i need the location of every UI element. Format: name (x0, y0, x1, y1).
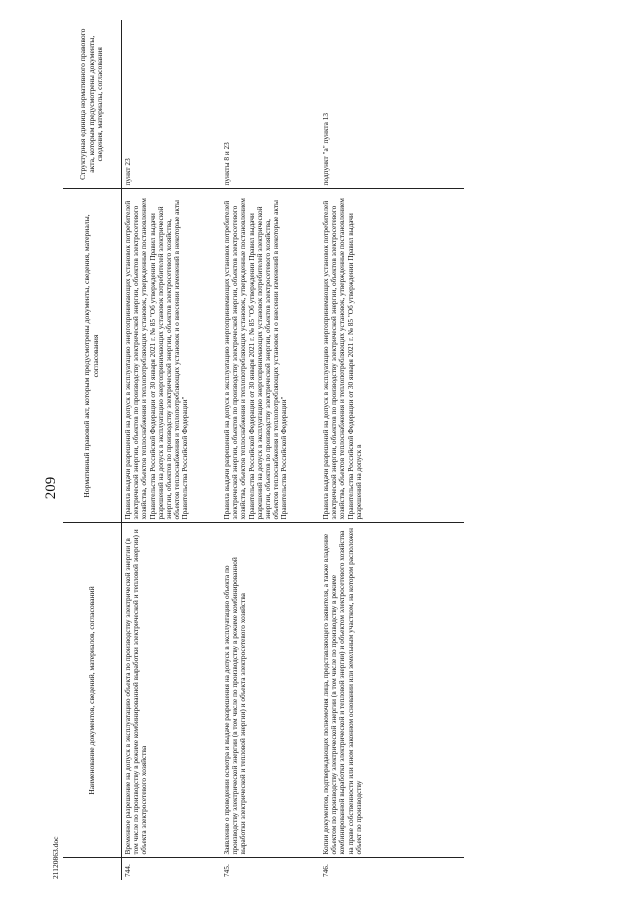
header-num (63, 858, 122, 880)
legal-act-cell: Правила выдачи разрешений на допуск в эксплуатацию энергопринимающих установок потребителей электрической энергии, объектов по производству электрической энергии, объектов электросетевого хозяйства, объектов теплоснабжения и теплопотребляющих установок, утвержденные постановлением Правительства Российской Федерации от 30 января 2021 г. № 85 "Об утверждении Правил выдачи разрешений на допуск в эксплуатацию энергопринимающих установок потребителей электрической энергии, объектов по производству электрической энергии, объектов электросетевого хозяйства, объектов теплоснабжения и теплопотребляющих установок и о внесении изменений в некоторые акты Правительства Российской Федерации" (122, 189, 222, 523)
structural-unit-cell: пункт 23 (122, 20, 222, 189)
documents-table (63, 20, 464, 880)
header-document-name: Наименование документов, сведений, материалов, согласований (63, 523, 122, 858)
table-row (221, 20, 320, 880)
row-number: 744. (123, 864, 132, 877)
structural-unit-cell: подпункт "а" пункта 13 (320, 20, 464, 189)
header-legal-act: Нормативный правовой акт, которым предусмотрены документы, сведения, материалы, согласования (63, 189, 122, 523)
document-name-cell: Копии документов, подтверждающих полномочия лица, представляющего заявителя, а также владение объектом по производству электрической энергии (в том числе по производству в режиме комбинированной выработки электрической и тепловой энергии) и объектом электросетевого хозяйства на праве собственности или ином законном основании или земельным участком, на котором расположен объект по производству (320, 523, 464, 858)
header-structural-unit: Структурная единица нормативного правового акта, которым предусмотрены документы, сведения, материалы, согласования (63, 20, 122, 189)
document-name-cell: Заявление о проведении осмотра и выдаче разрешения на допуск в эксплуатацию объекта по производству электрической энергии (в том числе по производству в режиме комбинированной выработки электрической и тепловой энергии) и объекта электросетевого хозяйства (221, 523, 320, 858)
row-number: 745. (222, 864, 231, 877)
structural-unit-cell: пункты 8 и 23 (221, 20, 320, 189)
document-name-cell: Временное разрешение на допуск в эксплуатацию объекта по производству электрической энергии (в том числе по производству в режиме комбинированной выработки электрической и тепловой энергии) и объекта электросетевого хозяйства (122, 523, 222, 858)
row-number: 746. (321, 864, 330, 877)
legal-act-cell: Правила выдачи разрешений на допуск в эксплуатацию энергопринимающих установок потребителей электрической энергии, объектов по производству электрической энергии, объектов электросетевого хозяйства, объектов теплоснабжения и теплопотребляющих установок, утвержденные постановлением Правительства Российской Федерации от 30 января 2021 г. № 85 "Об утверждении Правил выдачи разрешений на допуск в (320, 189, 464, 523)
page-number: 209 (43, 476, 59, 500)
table-row (122, 20, 222, 880)
rotated-table-container (63, 20, 568, 880)
doc-code: 21120863.doc (51, 836, 60, 879)
legal-act-cell: Правила выдачи разрешений на допуск в эксплуатацию энергопринимающих установок потребителей электрической энергии, объектов по производству электрической энергии, объектов электросетевого хозяйства, объектов теплоснабжения и теплопотребляющих установок, утвержденные постановлением Правительства Российской Федерации от 30 января 2021 г. № 85 "Об утверждении Правил выдачи разрешений на допуск в эксплуатацию энергопринимающих установок потребителей электрической энергии, объектов по производству электрической энергии, объектов электросетевого хозяйства, объектов теплоснабжения и теплопотребляющих установок и о внесении изменений в некоторые акты Правительства Российской Федерации" (221, 189, 320, 523)
table-header-row (63, 20, 122, 880)
table-row (320, 20, 464, 880)
